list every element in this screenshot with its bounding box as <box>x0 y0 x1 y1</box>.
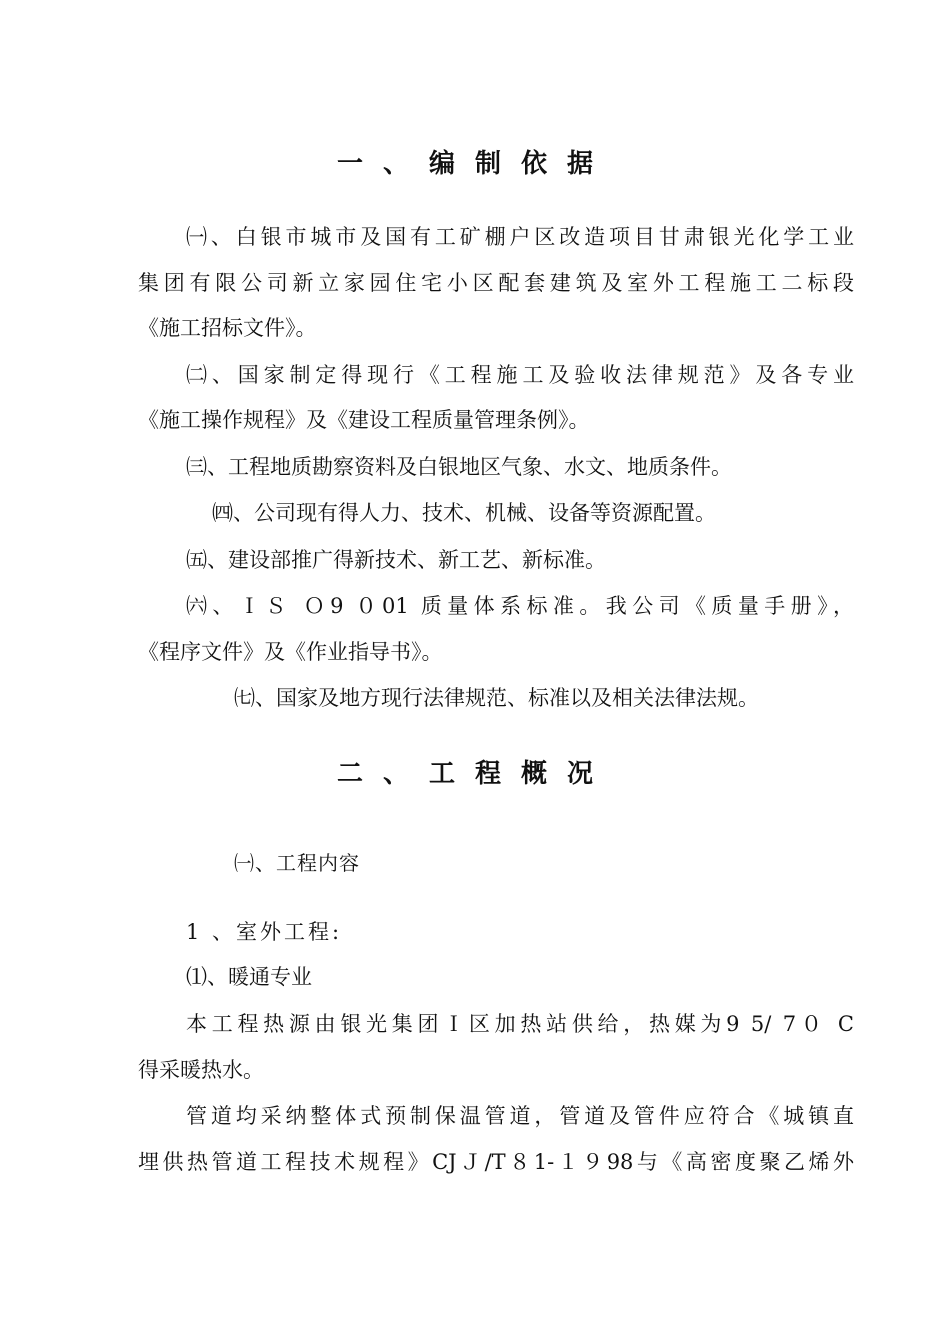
heat-source-line-2: 得采暖热水。 <box>138 1058 264 1082</box>
pipe-spec-line-2: 埋供热管道工程技术规程》CJＪ/T８1-１９98与《高密度聚乙烯外 <box>138 1150 854 1174</box>
basis-item-5: ㈤、建设部推广得新技术、新工艺、新标准。 <box>186 548 606 572</box>
basis-item-2-line-2: 《施工操作规程》及《建设工程质量管理条例》。 <box>138 408 590 432</box>
basis-item-1-line-1: ㈠、白银市城市及国有工矿棚户区改造项目甘肃银光化学工业 <box>186 225 854 249</box>
section-heading-basis: 一、编制依据 <box>336 149 613 179</box>
subsection-heading-scope: ㈠、工程内容 <box>234 851 360 875</box>
pipe-spec-line-1: 管道均采纳整体式预制保温管道，管道及管件应符合《城镇直 <box>186 1104 854 1128</box>
heat-source-line-1: 本工程热源由银光集团Ｉ区加热站供给，热媒为9 5/ 7０ C <box>186 1012 854 1036</box>
item-hvac: ⑴、暖通专业 <box>186 965 312 989</box>
basis-item-6-line-1: ㈥、ＩＳ Ｏ9 ０01 质量体系标准。我公司《质量手册》， <box>186 594 854 618</box>
item-outdoor-works: 1 、室外工程: <box>186 920 343 944</box>
basis-item-1-line-3: 《施工招标文件》。 <box>138 316 317 340</box>
basis-item-7: ㈦、国家及地方现行法律规范、标准以及相关法律法规。 <box>234 686 759 710</box>
basis-item-2-line-1: ㈡、国家制定得现行《工程施工及验收法律规范》及各专业 <box>186 363 854 387</box>
basis-item-1-line-2: 集团有限公司新立家园住宅小区配套建筑及室外工程施工二标段 <box>138 271 854 295</box>
basis-item-6-line-2: 《程序文件》及《作业指导书》。 <box>138 640 443 664</box>
basis-item-4: ㈣、公司现有得人力、技术、机械、设备等资源配置。 <box>212 501 716 525</box>
basis-item-3: ㈢、工程地质勘察资料及白银地区气象、水文、地质条件。 <box>186 455 732 479</box>
section-heading-overview: 二、工程概况 <box>336 759 613 789</box>
